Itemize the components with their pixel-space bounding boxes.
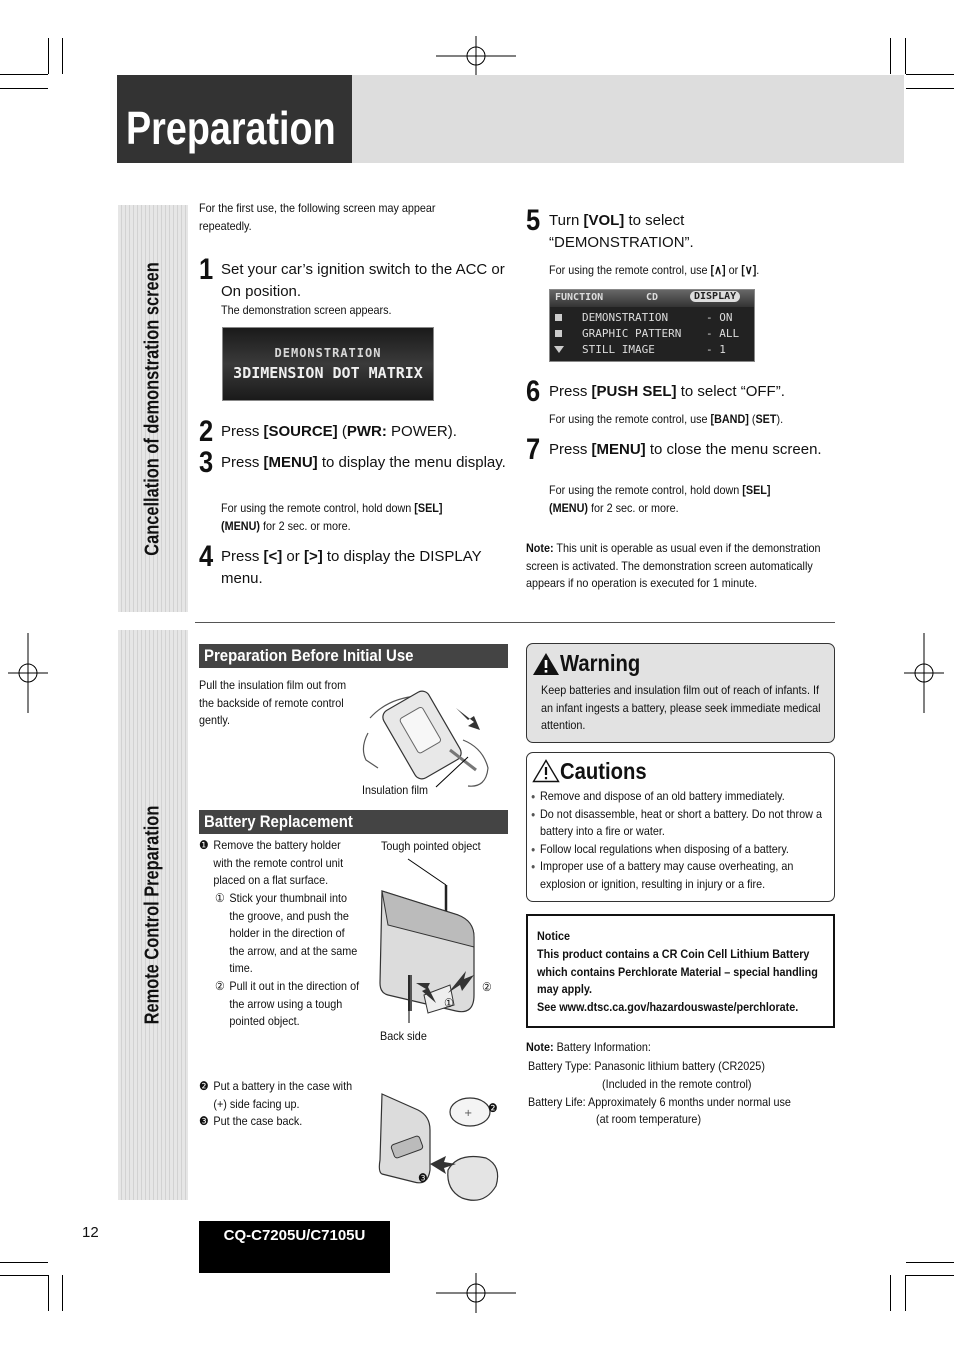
tab-display: DISPLAY (690, 291, 740, 302)
crop-mark (906, 1275, 954, 1276)
notice-body: This product contains a CR Coin Cell Lithium Battery which contains Perchlorate Material – special handling may apply. (537, 947, 818, 996)
caution-item: ● Remove and dispose of an old battery immediately. (531, 788, 828, 806)
step-7-text: Press [MENU] to close the menu screen. (549, 441, 822, 458)
prep-text: Pull the insulation film out from the backside of remote control gently. (199, 678, 347, 727)
notice-url: See www.dtsc.ca.gov/hazardouswaste/perchlorate. (537, 1000, 799, 1014)
crop-mark (906, 74, 954, 75)
film-leader-line (432, 755, 472, 790)
battery-life-sub: (at room temperature) (596, 1112, 702, 1126)
battery-step-2: ❷ Put a battery in the case with (+) side facing up. (199, 1079, 353, 1111)
cautions-title: Cautions (560, 758, 647, 784)
step-1-text: Set your car’s ignition switch to the ACC or On position. (221, 261, 505, 300)
battery-type-sub: (Included in the remote control) (602, 1077, 752, 1091)
step-marker: ① (215, 891, 225, 905)
menu-row: GRAPHIC PATTERN - ALL (554, 327, 748, 341)
notice-box (526, 914, 835, 1028)
tab-function: FUNCTION (555, 292, 604, 303)
step-5-text: Turn [VOL] to select “DEMONSTRATION”. (549, 212, 694, 251)
crop-mark (0, 74, 48, 75)
lcd-line-2: 3DIMENSION DOT MATRIX (233, 364, 423, 382)
warning-triangle-icon (532, 652, 560, 676)
back-side-label: Back side (380, 1029, 427, 1043)
model-badge (199, 1221, 390, 1273)
step-4-text: Press [<] or [>] to display the DISPLAY menu. (221, 548, 482, 587)
film-label: Insulation film (362, 783, 429, 797)
crop-mark (62, 1275, 63, 1311)
battery-step-1: ❶ Remove the battery holder with the remote control unit placed on a flat surface. (199, 838, 344, 887)
registration-mark (904, 633, 944, 713)
step-3-text: Press [MENU] to display the menu display. (221, 454, 506, 471)
crop-mark (48, 1275, 49, 1311)
demonstration-screen (222, 327, 434, 401)
step-marker: ❸ (199, 1114, 209, 1128)
menu-screen (549, 289, 755, 362)
step-marker: ❶ (199, 838, 209, 852)
crop-mark (0, 88, 48, 89)
step-number: 1 (199, 253, 214, 286)
tough-object-label: Tough pointed object (381, 839, 481, 853)
step-6-text: Press [PUSH SEL] to select “OFF”. (549, 383, 785, 400)
model-number: CQ-C7205U/C7105U (223, 1227, 366, 1244)
warning-box (526, 643, 835, 743)
section-header-battery: Battery Replacement (199, 810, 508, 834)
callout-2: ② (482, 980, 492, 994)
demo-note: Note: This unit is operable as usual even if the demonstration screen is activated. The demonstration screen automatically appears if no operation is executed for 1 minute. (526, 541, 821, 590)
step-marker: ② (215, 979, 225, 993)
crop-mark (906, 1262, 954, 1263)
registration-mark (436, 36, 516, 76)
menu-row: DEMONSTRATION - ON (554, 311, 748, 325)
caution-item: ● Improper use of a battery may cause overheating, an explosion or ignition, resulting in injury or a fire. (531, 858, 828, 893)
intro-text: For the first use, the following screen may appear repeatedly. (199, 201, 436, 233)
tab-cd: CD (646, 292, 659, 303)
section-title-remote: Remote Control Preparation (141, 805, 164, 1025)
sidebar-remote (118, 630, 188, 1200)
step-number: 6 (526, 375, 541, 408)
step-2-text: Press [SOURCE] (PWR: POWER). (221, 423, 457, 440)
section-divider (195, 622, 835, 623)
registration-mark (436, 1273, 516, 1313)
crop-mark (62, 38, 63, 74)
registration-mark (8, 633, 48, 713)
warning-text: Keep batteries and insulation film out of reach of infants. If an infant ingests a battery, please seek immediate medical attention. (541, 683, 821, 732)
back-side-leader-line (406, 975, 412, 1025)
battery-step-1b: ② Pull it out in the direction of the arrow using a tough pointed object. (215, 979, 360, 1028)
caution-item: ● Do not disassemble, heat or short a battery. Do not throw a battery into a fire or water. (531, 806, 828, 841)
crop-mark (48, 38, 49, 74)
callout-step-3: ❸ (418, 1171, 428, 1185)
crop-mark (0, 1262, 48, 1263)
crop-mark (0, 1275, 48, 1276)
step-marker: ❷ (199, 1079, 209, 1093)
step-7-subtext: For using the remote control, hold down [SEL] (MENU) for 2 sec. or more. (549, 483, 771, 515)
battery-type: Battery Type: Panasonic lithium battery (CR2025) (528, 1059, 765, 1073)
page-number: 12 (82, 1224, 99, 1241)
page-title: Preparation (126, 102, 336, 154)
svg-text:+: + (464, 1108, 473, 1119)
row-marker-icon (555, 314, 562, 321)
caution-item: ● Follow local regulations when disposing of a battery. (531, 841, 828, 859)
step-1-subtext: The demonstration screen appears. (221, 303, 392, 317)
battery-step-1a: ① Stick your thumbnail into the groove, and push the holder in the direction of the arrow, and at the same time. (215, 891, 358, 975)
menu-tabs (550, 290, 754, 307)
sidebar-cancellation (118, 205, 188, 612)
step-number: 7 (526, 433, 541, 466)
callout-step-2: ❷ (488, 1101, 498, 1115)
menu-row: STILL IMAGE - 1 (554, 343, 748, 357)
step-3-subtext: For using the remote control, hold down [SEL] (MENU) for 2 sec. or more. (221, 501, 443, 533)
step-number: 3 (199, 446, 214, 479)
battery-life: Battery Life: Approximately 6 months under normal use (528, 1095, 791, 1109)
step-5-subtext: For using the remote control, use [∧] or [∨]. (549, 263, 760, 277)
cautions-box (526, 752, 835, 902)
battery-step-3: ❸ Put the case back. (199, 1113, 361, 1131)
battery-note: Note: Battery Information: (526, 1040, 651, 1054)
callout-1: ① (444, 996, 454, 1010)
step-number: 2 (199, 415, 214, 448)
section-header-preparation: Preparation Before Initial Use (199, 644, 508, 668)
section-title-cancellation: Cancellation of demonstration screen (141, 261, 164, 556)
crop-mark (905, 1275, 906, 1311)
step-number: 4 (199, 540, 214, 573)
crop-mark (890, 38, 891, 74)
crop-mark (905, 38, 906, 74)
step-6-subtext: For using the remote control, use [BAND] (SET). (549, 412, 784, 426)
step-number: 5 (526, 204, 541, 237)
lcd-line-1: DEMONSTRATION (274, 346, 382, 360)
caution-triangle-icon (532, 759, 560, 783)
crop-mark (890, 1275, 891, 1311)
warning-title: Warning (560, 650, 641, 676)
crop-mark (906, 88, 954, 89)
row-marker-icon (555, 330, 562, 337)
triangle-down-icon (554, 346, 564, 353)
cautions-list (531, 788, 828, 893)
notice-title: Notice (537, 929, 571, 943)
